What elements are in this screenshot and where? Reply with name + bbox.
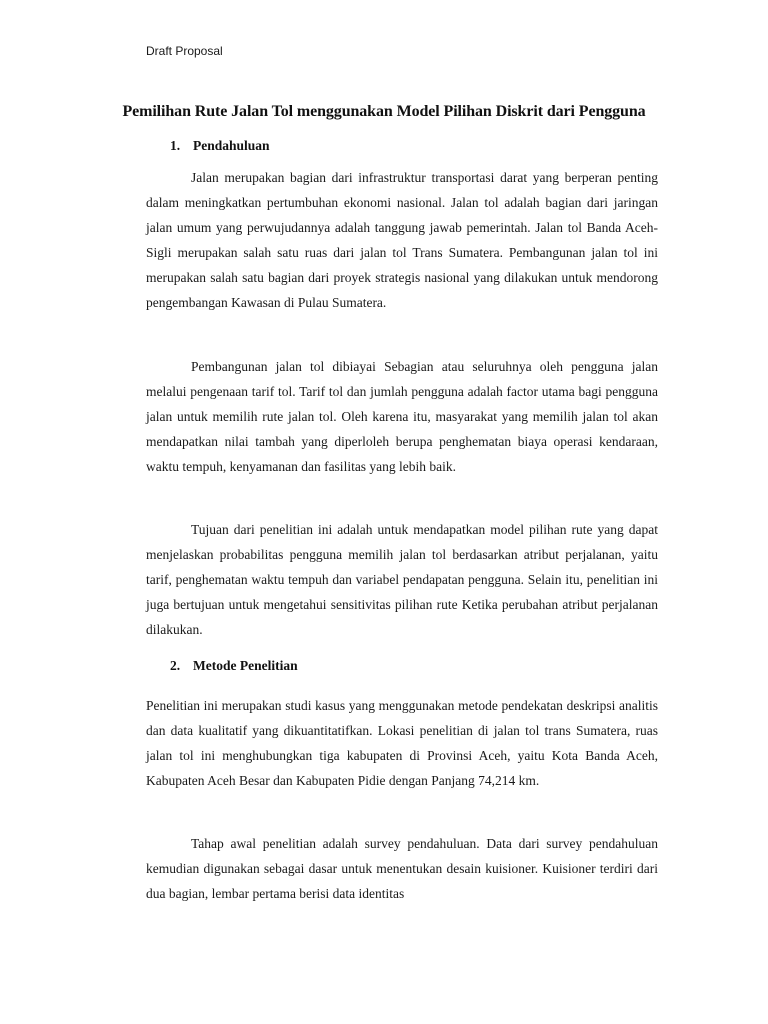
document-title: Pemilihan Rute Jalan Tol menggunakan Model Pilihan Diskrit dari Pengguna xyxy=(122,103,646,120)
section-title: Pendahuluan xyxy=(193,138,270,153)
section-heading-pendahuluan xyxy=(170,138,270,154)
paragraph: Penelitian ini merupakan studi kasus yang menggunakan metode pendekatan deskripsi analitis dan data kualitatif yang dikuantitatifkan. Lokasi penelitian di jalan tol trans Sumatera, ruas jalan tol ini menghubungkan tiga kabupaten di Provinsi Aceh, yaitu Kota Banda Aceh, Kabupaten Aceh Besar dan Kabupaten Pidie dengan Panjang 74,214 km. xyxy=(146,698,658,788)
section-title: Metode Penelitian xyxy=(193,658,298,673)
paragraph: Tujuan dari penelitian ini adalah untuk mendapatkan model pilihan rute yang dapat menjelaskan probabilitas pengguna memilih jalan tol berdasarkan atribut perjalanan, yaitu tarif, penghematan waktu tempuh dan variabel pendapatan pengguna. Selain itu, penelitian ini juga bertujuan untuk mengetahui sensitivitas pilihan rute Ketika perubahan atribut perjalanan dilakukan. xyxy=(146,522,658,637)
section-number: 2. xyxy=(170,658,181,673)
section-heading-metode-penelitian xyxy=(170,658,298,674)
paragraph: Jalan merupakan bagian dari infrastruktur transportasi darat yang berperan penting dalam meningkatkan pertumbuhan ekonomi nasional. Jalan tol adalah bagian dari jaringan jalan umum yang perwujudannya adalah tanggung jawab pemerintah. Jalan tol Banda Aceh-Sigli merupakan salah satu ruas dari jalan tol Trans Sumatera. Pembangunan jalan tol ini merupakan salah satu bagian dari proyek strategis nasional yang dilakukan untuk mendorong pengembangan Kawasan di Pulau Sumatera. xyxy=(146,170,658,310)
paragraph: Pembangunan jalan tol dibiayai Sebagian atau seluruhnya oleh pengguna jalan melalui pengenaan tarif tol. Tarif tol dan jumlah pengguna adalah factor utama bagi pengguna jalan untuk memilih rute jalan tol. Oleh karena itu, masyarakat yang memilih jalan tol akan mendapatkan nilai tambah yang diperloleh berupa penghematan biaya operasi kendaraan, waktu tempuh, kenyamanan dan fasilitas yang lebih baik. xyxy=(146,359,658,474)
section-number: 1. xyxy=(170,138,181,153)
running-header: Draft Proposal xyxy=(146,44,223,58)
paragraph: Tahap awal penelitian adalah survey pendahuluan. Data dari survey pendahuluan kemudian digunakan sebagai dasar untuk menentukan desain kuisioner. Kuisioner terdiri dari dua bagian, lembar pertama berisi data identitas xyxy=(146,836,658,901)
